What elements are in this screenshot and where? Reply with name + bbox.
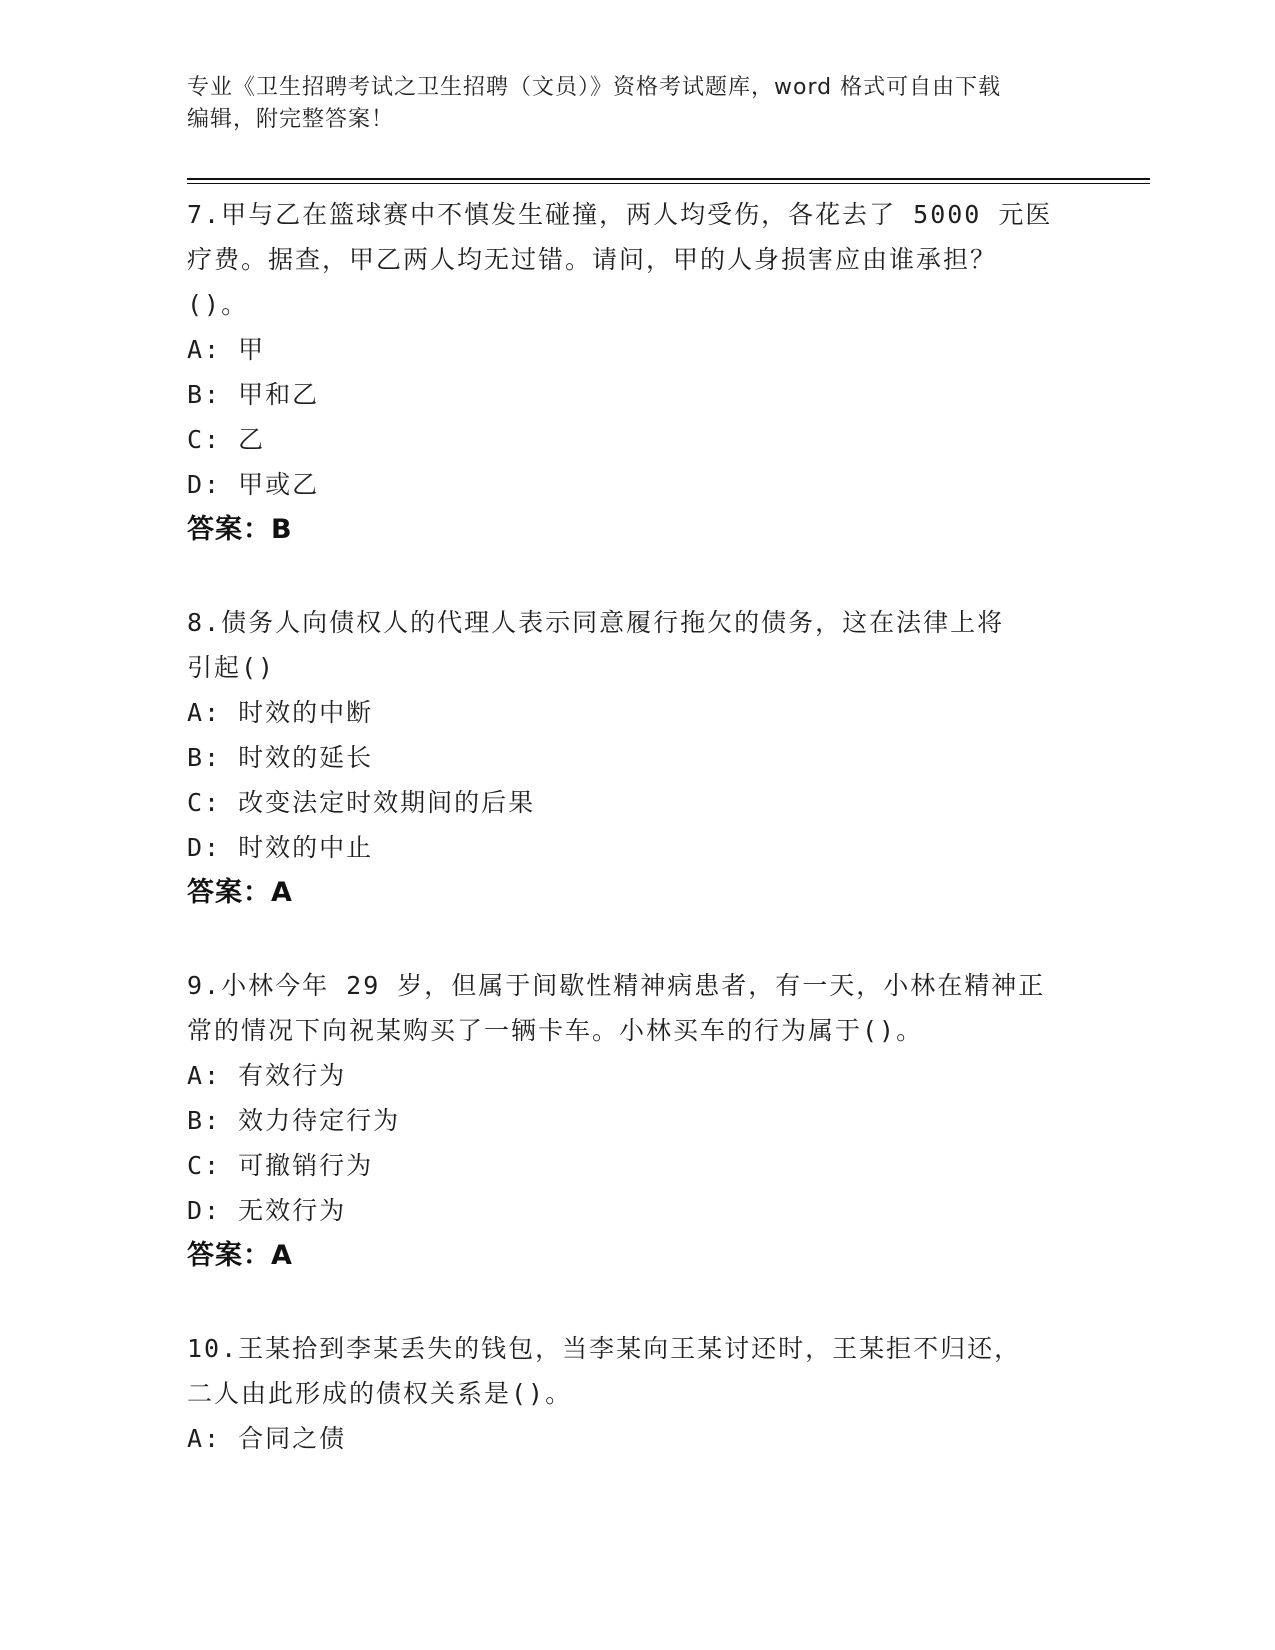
document-header <box>187 72 1087 136</box>
question-list <box>187 192 1087 1509</box>
answer-label: 答案：A <box>187 1240 293 1271</box>
question-stem-line: 10.王某拾到李某丢失的钱包，当李某向王某讨还时，王某拒不归还， <box>187 1334 1022 1363</box>
question-stem-line: 常的情况下向祝某购买了一辆卡车。小林买车的行为属于()。 <box>187 1016 924 1045</box>
option-d: D: 甲或乙 <box>187 470 320 499</box>
option-a: A: 有效行为 <box>187 1061 347 1090</box>
header-line-1: 专业《卫生招聘考试之卫生招聘（文员）》资格考试题库，word 格式可自由下载 <box>187 75 1002 100</box>
option-b: B: 甲和乙 <box>187 380 320 409</box>
option-c: C: 改变法定时效期间的后果 <box>187 788 536 817</box>
option-a: A: 甲 <box>187 335 266 364</box>
option-a: A: 时效的中断 <box>187 698 374 727</box>
question-stem-line: 引起() <box>187 653 276 682</box>
question-stem-line: 7.甲与乙在篮球赛中不慎发生碰撞，两人均受伤，各花去了 5000 元医 <box>187 200 1053 229</box>
question-10 <box>187 1326 1087 1461</box>
option-c: C: 乙 <box>187 425 266 454</box>
answer-label: 答案：B <box>187 514 293 545</box>
question-stem-line: 8.债务人向债权人的代理人表示同意履行拖欠的债务，这在法律上将 <box>187 608 1005 637</box>
question-stem-line: 疗费。据查，甲乙两人均无过错。请问，甲的人身损害应由谁承担？ <box>187 245 998 274</box>
question-8 <box>187 600 1087 915</box>
option-b: B: 时效的延长 <box>187 743 374 772</box>
question-7 <box>187 192 1087 552</box>
option-d: D: 无效行为 <box>187 1196 347 1225</box>
option-b: B: 效力待定行为 <box>187 1106 401 1135</box>
option-c: C: 可撤销行为 <box>187 1151 374 1180</box>
header-divider-thick <box>187 178 1150 180</box>
question-stem-line: ()。 <box>187 290 249 319</box>
question-stem-line: 9.小林今年 29 岁，但属于间歇性精神病患者，有一天，小林在精神正 <box>187 971 1046 1000</box>
question-stem-line: 二人由此形成的债权关系是()。 <box>187 1379 573 1408</box>
header-line-2: 编辑，附完整答案！ <box>187 107 395 132</box>
option-a: A: 合同之债 <box>187 1424 347 1453</box>
answer-label: 答案：A <box>187 877 293 908</box>
header-divider-thin <box>187 183 1150 184</box>
question-9 <box>187 963 1087 1278</box>
option-d: D: 时效的中止 <box>187 833 374 862</box>
